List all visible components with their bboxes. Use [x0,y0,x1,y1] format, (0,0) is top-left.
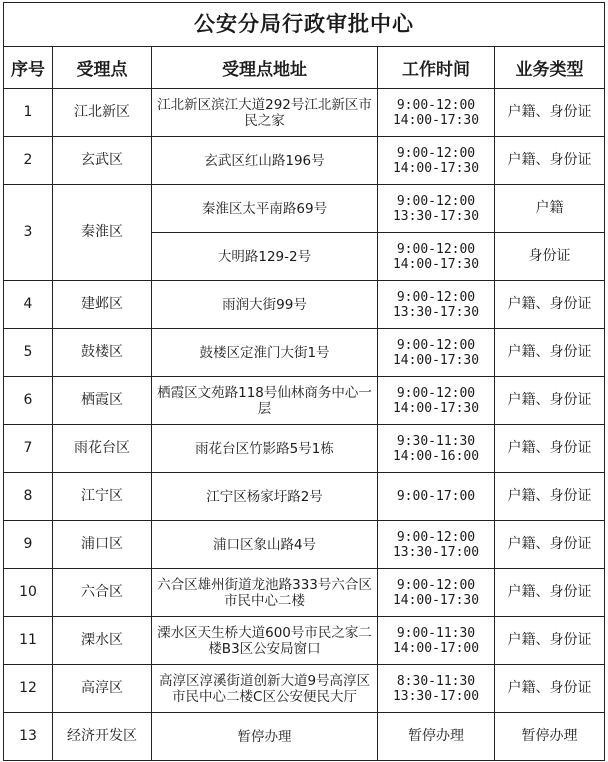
work-time-pm: 14:00-17:30 [392,160,480,176]
header-name: 受理点 [53,47,152,89]
office-name: 江宁区 [53,473,152,521]
work-time-pm: 14:00-17:30 [392,112,480,128]
business-type: 户籍、身份证 [495,665,605,713]
work-time-am: 9:00-12:00 [396,577,476,593]
work-time [378,233,495,281]
table-row [4,521,605,569]
work-time-am: 9:00-12:00 [396,97,476,113]
header-row [4,47,605,89]
row-number: 12 [4,665,53,713]
office-address: 栖霞区文苑路118号仙林商务中心一层 [152,377,378,425]
work-time [378,473,495,521]
row-number: 8 [4,473,53,521]
business-type: 暂停办理 [495,713,605,761]
row-number: 9 [4,521,53,569]
work-time-am: 9:00-12:00 [396,241,476,257]
table-row [4,713,605,761]
table-row [4,665,605,713]
work-time [378,137,495,185]
office-name: 玄武区 [53,137,152,185]
work-time-pm: 14:00-17:30 [392,592,480,608]
business-type: 户籍、身份证 [495,137,605,185]
work-time [378,377,495,425]
row-number: 6 [4,377,53,425]
work-time-am: 9:30-11:30 [396,433,476,449]
work-time-am: 暂停办理 [408,728,464,744]
table-row [4,185,605,233]
work-time [378,713,495,761]
work-time [378,185,495,233]
row-number: 10 [4,569,53,617]
work-time-am: 9:00-12:00 [396,385,476,401]
work-time [378,617,495,665]
row-number: 7 [4,425,53,473]
work-time-pm: 13:30-17:30 [392,304,480,320]
work-time-am: 9:00-12:00 [396,529,476,545]
table-title: 公安分局行政审批中心 [4,3,605,47]
business-type: 户籍、身份证 [495,89,605,137]
table-row [4,281,605,329]
office-name: 高淳区 [53,665,152,713]
work-time [378,281,495,329]
table-row [4,377,605,425]
business-type: 户籍、身份证 [495,521,605,569]
table-row [4,329,605,377]
work-time-am: 9:00-12:00 [396,289,476,305]
business-type: 身份证 [495,233,605,281]
work-time-pm: 14:00-17:30 [392,256,480,272]
business-type: 户籍、身份证 [495,377,605,425]
business-type: 户籍、身份证 [495,329,605,377]
work-time-am: 9:00-12:00 [396,145,476,161]
work-time-pm: 14:00-17:30 [392,400,480,416]
office-name: 鼓楼区 [53,329,152,377]
work-time [378,425,495,473]
row-number: 5 [4,329,53,377]
work-time-am: 9:00-12:00 [396,337,476,353]
work-time-pm: 13:30-17:00 [392,688,480,704]
work-time [378,665,495,713]
row-number: 1 [4,89,53,137]
office-address: 玄武区红山路196号 [152,137,378,185]
office-address: 江宁区杨家圩路2号 [152,473,378,521]
work-time-pm: 13:30-17:30 [392,208,480,224]
office-address: 秦淮区太平南路69号 [152,185,378,233]
work-time [378,329,495,377]
office-address: 高淳区淳溪街道创新大道9号高淳区市民中心二楼C区公安便民大厅 [152,665,378,713]
work-time [378,569,495,617]
row-number: 2 [4,137,53,185]
work-time-am: 9:00-11:30 [396,625,476,641]
header-time: 工作时间 [378,47,495,89]
office-address: 大明路129-2号 [152,233,378,281]
business-type: 户籍、身份证 [495,425,605,473]
work-time [378,89,495,137]
row-number: 3 [4,185,53,281]
office-name: 六合区 [53,569,152,617]
office-address: 暂停办理 [152,713,378,761]
work-time-am: 9:00-17:00 [396,489,476,504]
work-time-pm: 14:00-16:00 [392,448,480,464]
office-name: 经济开发区 [53,713,152,761]
row-number: 4 [4,281,53,329]
business-type: 户籍 [495,185,605,233]
office-address: 鼓楼区定淮门大街1号 [152,329,378,377]
office-address: 雨润大街99号 [152,281,378,329]
office-name: 秦淮区 [53,185,152,281]
table-row [4,137,605,185]
office-name: 浦口区 [53,521,152,569]
business-type: 户籍、身份证 [495,569,605,617]
office-address: 六合区雄州街道龙池路333号六合区市民中心二楼 [152,569,378,617]
business-type: 户籍、身份证 [495,281,605,329]
work-time-pm: 13:30-17:00 [392,544,480,560]
header-type: 业务类型 [495,47,605,89]
table-row [4,617,605,665]
business-type: 户籍、身份证 [495,617,605,665]
table-row [4,569,605,617]
work-time [378,521,495,569]
office-name: 栖霞区 [53,377,152,425]
office-name: 雨花台区 [53,425,152,473]
table-row [4,425,605,473]
office-address: 雨花台区竹影路5号1栋 [152,425,378,473]
work-time-am: 9:00-12:00 [396,193,476,209]
row-number: 11 [4,617,53,665]
office-address: 浦口区象山路4号 [152,521,378,569]
office-address: 溧水区天生桥大道600号市民之家二楼B3区公安局窗口 [152,617,378,665]
header-no: 序号 [4,47,53,89]
office-address: 江北新区滨江大道292号江北新区市民之家 [152,89,378,137]
table-row [4,89,605,137]
work-time-am: 8:30-11:30 [396,673,476,689]
header-address: 受理点地址 [152,47,378,89]
office-name: 溧水区 [53,617,152,665]
business-type: 户籍、身份证 [495,473,605,521]
office-name: 建邺区 [53,281,152,329]
row-number: 13 [4,713,53,761]
office-name: 江北新区 [53,89,152,137]
work-time-pm: 14:00-17:30 [392,352,480,368]
service-center-table [3,2,605,761]
table-row [4,473,605,521]
work-time-pm: 14:00-17:00 [392,640,480,656]
